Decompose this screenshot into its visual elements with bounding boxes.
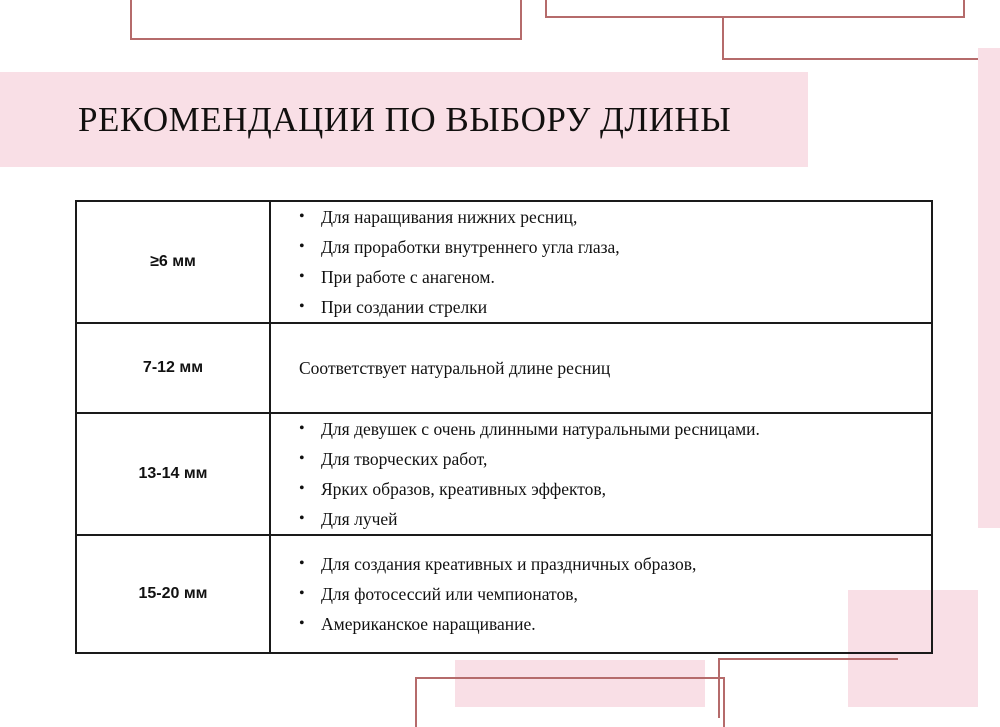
bullet-list — [271, 202, 931, 322]
description-cell — [270, 323, 932, 413]
length-range-cell: 13-14 мм — [76, 413, 270, 535]
table-row — [76, 535, 932, 653]
description-cell — [270, 535, 932, 653]
length-range-cell: ≥6 мм — [76, 201, 270, 323]
description-cell — [270, 201, 932, 323]
decorative-frame-top-left — [130, 0, 522, 40]
list-item: • Ярких образов, креативных эффектов, — [271, 474, 931, 504]
decorative-frame-top-right — [545, 0, 965, 18]
length-range-cell: 7-12 мм — [76, 323, 270, 413]
decorative-pink-bar-right — [978, 48, 1000, 528]
length-range-cell: 15-20 мм — [76, 535, 270, 653]
decorative-frame-top-right-inner — [722, 18, 1000, 60]
title-banner — [0, 72, 808, 167]
list-item: • Для творческих работ, — [271, 444, 931, 474]
description-cell — [270, 413, 932, 535]
bullet-list — [271, 414, 931, 534]
list-item: • Для создания креативных и праздничных образов, — [271, 549, 931, 579]
list-item: • Для фотосессий или чемпионатов, — [271, 579, 931, 609]
decorative-frame-bottom-left — [415, 677, 725, 727]
table-row — [76, 201, 932, 323]
list-item: • Для наращивания нижних ресниц, — [271, 202, 931, 232]
page-title: РЕКОМЕНДАЦИИ ПО ВЫБОРУ ДЛИНЫ — [78, 99, 732, 139]
table-row — [76, 413, 932, 535]
list-item: • Для проработки внутреннего угла глаза, — [271, 232, 931, 262]
list-item: • Американское наращивание. — [271, 609, 931, 639]
list-item: • Для девушек с очень длинными натуральными ресницами. — [271, 414, 931, 444]
description-text: Соответствует натуральной длине ресниц — [299, 358, 611, 378]
list-item: • При работе с анагеном. — [271, 262, 931, 292]
length-recommendations-table — [75, 200, 933, 654]
table-row — [76, 323, 932, 413]
decorative-frame-bottom-right — [718, 658, 898, 718]
list-item: • При создании стрелки — [271, 292, 931, 322]
list-item: • Для лучей — [271, 504, 931, 534]
bullet-list — [271, 549, 931, 639]
